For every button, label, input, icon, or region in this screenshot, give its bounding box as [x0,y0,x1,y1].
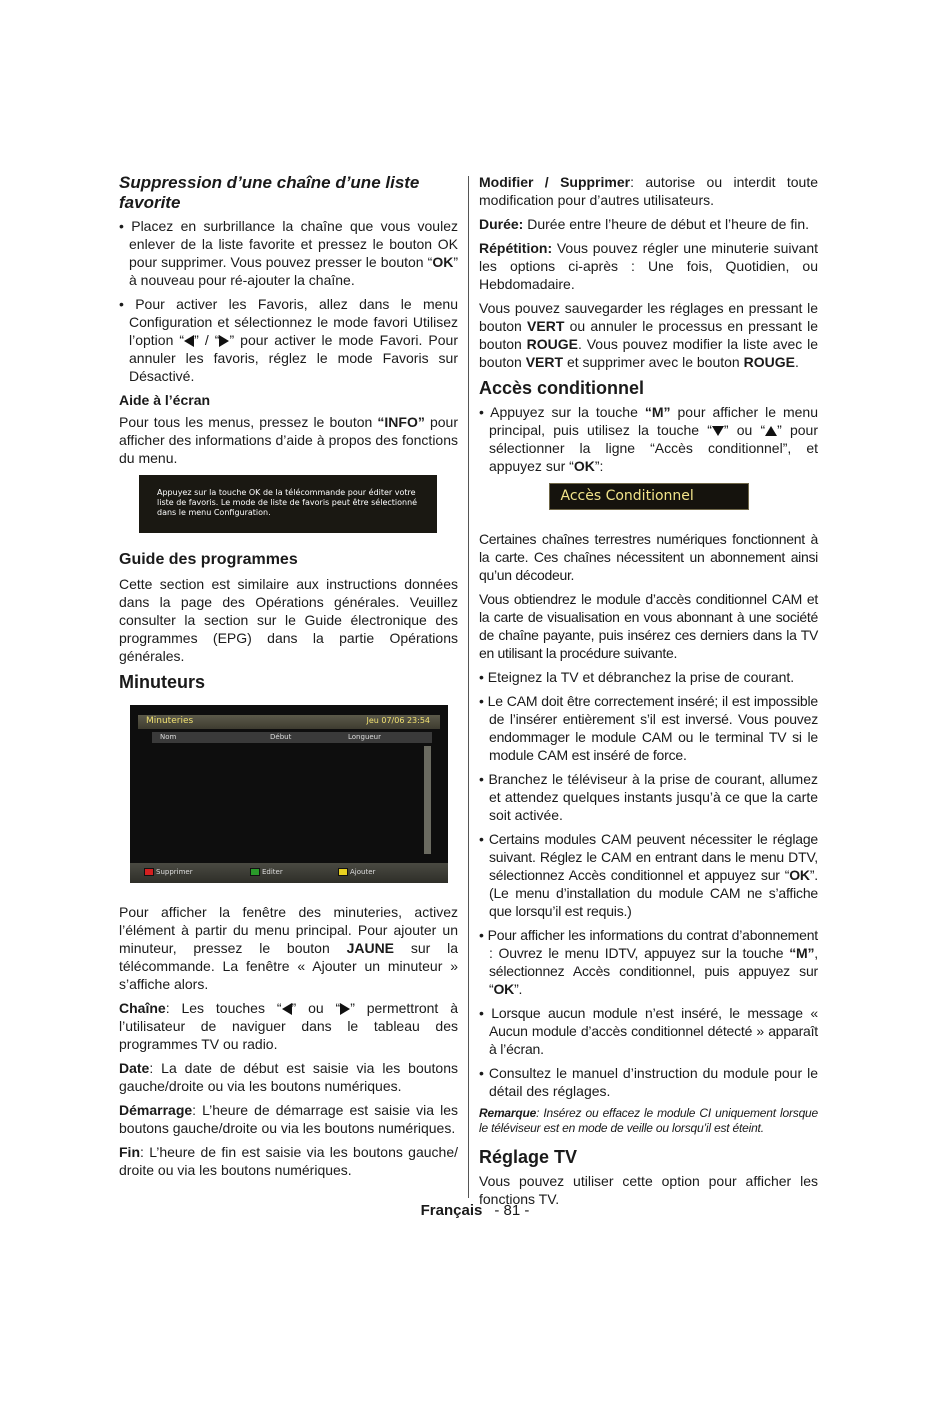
fin-text: Fin: L’heure de fin est saisie via les boutons gauche/ droite ou via les boutons numériques. [119,1144,458,1178]
right-column [479,173,818,1214]
down-arrow-icon [712,426,724,436]
timers-screen-title: Minuteries [146,716,194,726]
heading-aide: Aide à l’écran [119,392,211,408]
ca-menu-label: Accès Conditionnel [560,488,694,504]
bullet-acces-1: • Appuyez sur la touche “M” pour afficher le menu principal, puis utilisez la touche “ ” ou “ ” pour sélectionner la ligne “Accès conditionnel”, et appuyez sur “OK”: [479,404,819,474]
minuteurs-text: Pour afficher la fenêtre des minuteries, activez l’élément à partir du menu principal. Pour ajouter un minuteur, pressez le bouton JAUNE sur la télécommande. La fenêtre « Ajouter un minuteur » s’affiche alors. [119,904,458,992]
key-supprimer: Supprimer [144,868,193,876]
bullet-acces-l2: • Le CAM doit être correctement inséré; il est impossible de l’insérer entièrement s’il est inversé. Vous pouvez endommager le module CAM ou le terminal TV si le module CAM est inséré de force. [479,693,818,763]
guide-text: Cette section est similaire aux instructions données dans la page des Opérations générales. Veuillez consulter la section sur le Guide électronique des programmes (EPG) dans la partie Opérations générales. [119,576,458,664]
duree-text: Durée: Durée entre l’heure de début et l’heure de fin. [479,216,809,232]
chaine-text: Chaîne: Les touches “ ” ou “ ” permettront à l’utilisateur de naviguer dans le tableau des programmes TV ou radio. [119,1000,458,1052]
heading-acces: Accès conditionnel [479,378,645,398]
timers-screen-footer [130,863,448,883]
left-arrow-icon [282,1003,292,1015]
key-editer: Editer [250,868,283,876]
aide-text: Pour tous les menus, pressez le bouton “INFO” pour afficher des informations d’aide à propos des fonctions du menu. [119,414,458,466]
heading-minuteurs: Minuteurs [119,672,206,692]
date-text: Date: La date de début est saisie via les boutons gauche/droite ou via les boutons numériques. [119,1060,458,1094]
timers-col-longueur: Longueur [348,733,381,741]
ca-menu-screenshot [549,483,749,510]
footer-language: Français [420,1202,483,1219]
page-footer [0,1202,950,1219]
bullet-suppression-2: • Pour activer les Favoris, allez dans le menu Configuration et sélectionnez le mode favori Utilisez l’option “ ” / “ ” pour activer le mode Favori. Pour annuler les favoris, réglez le mode Favoris sur Désactivé. [119,296,458,384]
modifier-text: Modifier / Supprimer: autorise ou interdit toute modification pour d’autres utilisateurs. [479,174,818,208]
key-ajouter: Ajouter [338,868,375,876]
right-arrow-icon [340,1003,350,1015]
bullet-acces-l7: • Consultez le manuel d’instruction du module pour le détail des réglages. [479,1065,818,1099]
heading-suppression: Suppression d’une chaîne d’une liste favorite [119,173,420,212]
timers-screen-scrollbar [424,746,431,854]
yellow-key-icon [338,868,348,876]
acces-p1: Certaines chaînes terrestres numériques fonctionnent à la carte. Ces chaînes nécessitent un abonnement ainsi qu’un décodeur. [479,531,818,583]
timers-screenshot [130,705,448,883]
timers-screen-datetime: Jeu 07/06 23:54 [366,716,430,725]
bullet-suppression-1: • Placez en surbrillance la chaîne que vous voulez enlever de la liste favorite et pressez le bouton OK pour supprimer. Vous pouvez presser le bouton “OK” à nouveau pour ré-ajouter la chaîne. [119,218,458,288]
green-key-icon [250,868,260,876]
help-screenshot-text: Appuyez sur la touche OK de la télécommande pour éditer votre liste de favoris. Le mode de liste de favoris peut être sélectionné dans le menu Configuration. [157,488,418,517]
red-key-icon [144,868,154,876]
acces-p2: Vous obtiendrez le module d’accès conditionnel CAM et la carte de visualisation en vous abonnant à une société de chaîne payante, puis insérez ces derniers dans la TV en utilisant la procédure suivante. [479,591,818,661]
up-arrow-icon [765,426,777,436]
timers-screen-header [152,732,432,743]
demarrage-text: Démarrage: L’heure de démarrage est saisie via les boutons gauche/droite ou via les boutons numériques. [119,1102,458,1136]
timers-screen-titlebar [138,715,440,729]
sauvegarde-text: Vous pouvez sauvegarder les réglages en pressant le bouton VERT ou annuler le processus en pressant le bouton ROUGE. Vous pouvez modifier la liste avec le bouton VERT et supprimer avec le bouton ROUGE. [479,300,818,370]
repetition-text: Répétition: Vous pouvez régler une minuterie suivant les options ci-après : Une fois, Quotidien, ou Hebdomadaire. [479,240,818,292]
bullet-acces-l1: • Eteignez la TV et débranchez la prise de courant. [479,669,795,685]
bullet-acces-l3: • Branchez le téléviseur à la prise de courant, allumez et attendez quelques instants jusqu’à ce que la carte soit activée. [479,771,818,823]
column-divider [468,176,469,1198]
bullet-acces-l6: • Lorsque aucun module n’est inséré, le message « Aucun module d’accès conditionnel détecté » apparaît à l’écran. [479,1005,818,1057]
reglage-text: Vous pouvez utiliser cette option pour afficher les fonctions TV. [479,1173,818,1207]
timers-col-debut: Début [270,733,292,741]
page-number: - 81 - [494,1202,530,1219]
remarque-note: Remarque: Insérez ou effacez le module CI uniquement lorsque le téléviseur est en mode de veille ou lorsqu’il est éteint. [479,1106,818,1135]
bullet-acces-l5: • Pour afficher les informations du contrat d’abonnement : Ouvrez le menu IDTV, appuyez sur la touche “M”, sélectionnez Accès conditionnel, puis appuyez sur “OK”. [479,927,818,997]
timers-col-nom: Nom [160,733,177,741]
bullet-acces-l4: • Certains modules CAM peuvent nécessiter le réglage suivant. Réglez le CAM en entrant dans le menu DTV, sélectionnez Accès conditionnel et appuyez sur “OK”. (Le menu d’installation du module CAM ne s’affiche que lorsqu’il est requis.) [479,831,818,919]
left-arrow-icon [184,335,194,347]
heading-guide: Guide des programmes [119,551,298,568]
left-column [119,173,458,1185]
help-screenshot [139,475,437,533]
right-arrow-icon [219,335,229,347]
heading-reglage: Réglage TV [479,1147,578,1167]
